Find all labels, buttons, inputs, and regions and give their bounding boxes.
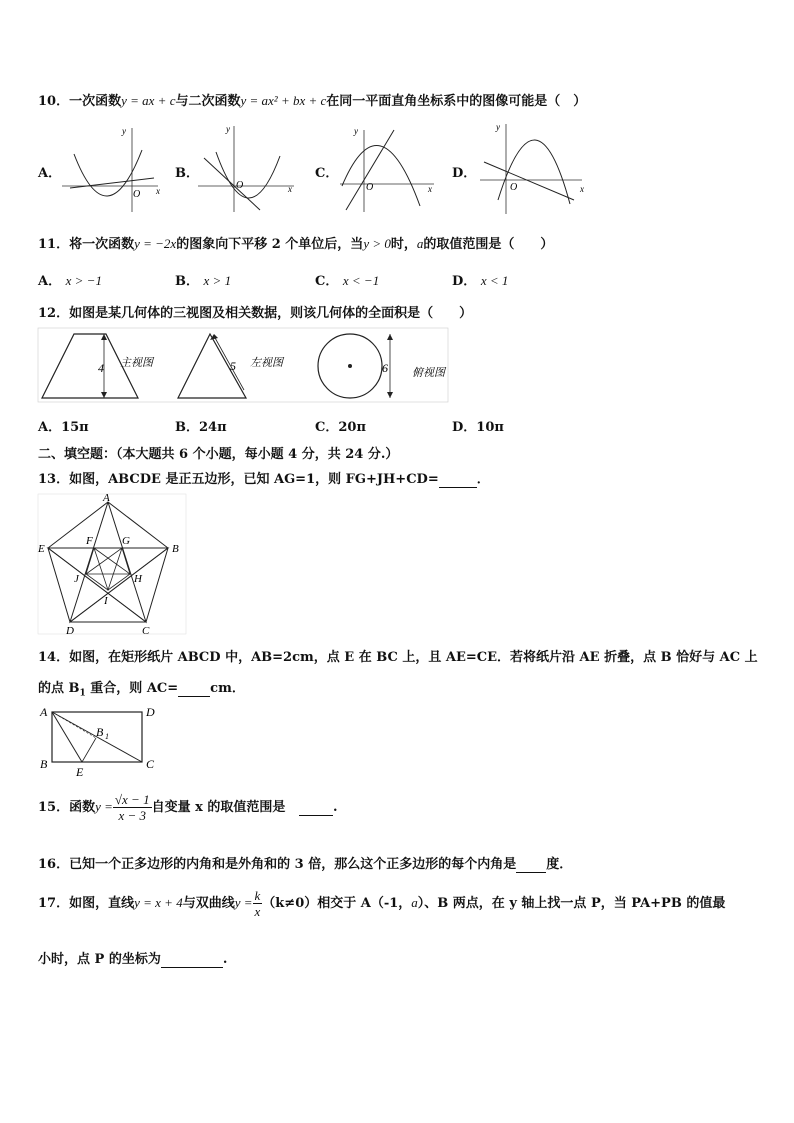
q15-text-2: 自变量 x 的取值范围是 [151, 800, 286, 815]
origin-label: O [510, 182, 518, 193]
q12-option-c[interactable] [315, 416, 366, 435]
q17-text-3: （k≠0）相交于 A（-1， [262, 896, 412, 911]
q11-formula-line: y = −2x [134, 236, 177, 251]
q11-option-d[interactable] [452, 270, 508, 289]
q14-rectangle-figure [38, 704, 168, 782]
q14-subscript: 1 [79, 688, 86, 699]
q15-answer-blank[interactable] [299, 800, 333, 816]
point-f-label: F [86, 535, 93, 547]
q12-option-d[interactable] [452, 416, 504, 435]
q10-number: 10． [38, 94, 70, 109]
axis-x-label: x [428, 184, 432, 194]
q17-end: . [222, 952, 228, 967]
q17-text-2: 与双曲线 [182, 896, 235, 911]
option-value: x < −1 [342, 273, 380, 288]
q17-text-5: 小时，点 P 的坐标为 [38, 952, 161, 967]
q16-number: 16． [38, 857, 70, 872]
option-value: x > −1 [65, 273, 102, 288]
q13-pentagon-figure [38, 494, 188, 636]
q10-stem [38, 90, 586, 109]
q11-option-c[interactable] [315, 270, 379, 289]
option-label: C． [315, 420, 339, 435]
q17-text-4: ）、B 两点，在 y 轴上找一点 P，当 PA+PB 的值最 [417, 896, 726, 911]
point-b-label: B [172, 543, 179, 555]
q12-number: 12． [38, 306, 70, 321]
q10-option-a-label[interactable]: A． [38, 166, 62, 181]
q17-denominator: x [254, 904, 261, 919]
q10-graph-d [478, 118, 588, 218]
point-j-label: J [74, 573, 79, 585]
point-e-label: E [38, 543, 45, 555]
q11-text-3: 时， [390, 237, 417, 252]
option-label: D． [452, 274, 477, 289]
q13-number: 13． [38, 472, 70, 487]
option-value: 15π [61, 420, 89, 435]
axis-x-label: x [156, 186, 160, 196]
option-label: B． [175, 420, 199, 435]
q10-option-b-label[interactable]: B． [175, 166, 199, 181]
q14-number: 14． [38, 650, 70, 665]
q13-text: 如图，ABCDE 是正五边形，已知 AG=1，则 FG+JH+CD= [69, 472, 439, 487]
option-value: x > 1 [203, 273, 232, 288]
q11-variable: a [416, 236, 424, 251]
front-view-label: 主视图 [120, 356, 153, 369]
point-h-label: H [134, 573, 142, 585]
axis-y-label: y [496, 122, 500, 132]
q12-text: 如图是某几何体的三视图及相关数据，则该几何体的全面积是（ ） [69, 306, 473, 321]
q14-text-2a: 的点 B [38, 681, 80, 696]
q13-answer-blank[interactable] [439, 472, 477, 488]
q12-option-a[interactable] [38, 416, 89, 435]
point-d-label: D [66, 625, 74, 637]
q11-text-2: 的图象向下平移 2 个单位后，当 [176, 237, 364, 252]
option-label: C． [315, 274, 339, 289]
q17-stem [38, 888, 725, 919]
q17-text-1: 如图，直线 [69, 896, 135, 911]
option-label: B． [175, 274, 199, 289]
q14-answer-blank[interactable] [178, 681, 210, 697]
q15-fraction [113, 792, 152, 823]
axis-y-label: y [354, 126, 358, 136]
q15-end: . [332, 800, 338, 815]
q12-option-b[interactable] [175, 416, 227, 435]
axis-x-label: x [288, 184, 292, 194]
q15-denominator: x − 3 [118, 808, 147, 823]
q15-number: 15． [38, 800, 70, 815]
top-view-dimension: 6 [382, 361, 388, 375]
q10-option-d-label[interactable]: D． [452, 166, 477, 181]
q15-y: y = [95, 799, 113, 814]
q16-stem [38, 853, 572, 873]
q14-point-d-label: D [146, 705, 155, 719]
q10-text-3: 在同一平面直角坐标系中的图像可能是（ ） [326, 94, 587, 109]
front-view-dimension: 4 [98, 361, 104, 375]
axis-y-label: y [122, 126, 126, 136]
q14-point-c-label: C [146, 757, 155, 771]
point-a-label: A [103, 492, 110, 504]
q11-text-4: 的取值范围是（ ） [423, 237, 554, 252]
q10-graph-c [340, 122, 440, 214]
q10-option-c-label[interactable]: C． [315, 166, 339, 181]
q15-text-1: 函数 [69, 800, 96, 815]
q17-formula-line: y = x + 4 [134, 895, 183, 910]
q13-stem [38, 468, 490, 488]
q14-point-a-label: A [40, 705, 48, 719]
side-view-label: 左视图 [250, 356, 283, 369]
q10-text-1: 一次函数 [69, 94, 122, 109]
point-c-label: C [142, 625, 150, 637]
q14-point-b1-subscript: 1 [105, 732, 109, 741]
q12-three-view-figure [38, 328, 450, 404]
q10-graph-a [62, 122, 162, 214]
option-value: 24π [199, 420, 227, 435]
option-label: A． [38, 420, 62, 435]
option-label: D． [452, 420, 477, 435]
q15-stem [38, 792, 338, 823]
q14-point-b1-label: B [96, 725, 104, 739]
q14-text-2b: 重合，则 AC= [85, 681, 179, 696]
section-heading-fill-in: 二、填空题：（本大题共 6 个小题，每小题 4 分，共 24 分.） [38, 447, 399, 462]
q17-line-2 [38, 948, 227, 968]
q11-option-b[interactable] [175, 270, 231, 289]
q14-text-1: 如图，在矩形纸片 ABCD 中，AB=2cm，点 E 在 BC 上，且 AE=CE．若将纸片沿 AE 折叠，点 B 恰好与 AC 上 [69, 650, 758, 665]
q10-formula-quadratic: y = ax² + bx + c [240, 93, 327, 108]
point-i-label: I [104, 595, 108, 607]
origin-label: O [366, 182, 374, 193]
q14-point-e-label: E [76, 765, 84, 779]
q11-text-1: 将一次函数 [69, 237, 135, 252]
origin-label: O [133, 189, 141, 200]
q11-number: 11． [38, 237, 70, 252]
q16-text: 已知一个正多边形的内角和是外角和的 3 倍，那么这个正多边形的每个内角是 [69, 857, 517, 872]
q17-fraction [253, 888, 263, 919]
axis-y-label: y [226, 124, 230, 134]
q11-condition: y > 0 [363, 236, 391, 251]
point-g-label: G [122, 535, 130, 547]
q11-stem [38, 233, 553, 252]
q15-numerator: √x − 1 [114, 792, 150, 807]
q17-answer-blank[interactable] [161, 952, 223, 968]
q14-line-2 [38, 677, 245, 699]
top-view-label: 俯视图 [412, 366, 445, 379]
axis-x-label: x [580, 184, 584, 194]
q14-line-1 [38, 646, 758, 665]
q13-end: ． [476, 472, 490, 487]
origin-label: O [236, 180, 244, 191]
q17-number: 17． [38, 896, 70, 911]
q10-graph-b [198, 122, 298, 214]
q17-variable: a [411, 895, 418, 910]
q14-text-2c: cm． [210, 681, 245, 696]
option-label: A． [38, 274, 62, 289]
q14-point-b-label: B [40, 757, 48, 771]
q12-stem [38, 302, 472, 321]
q16-end: 度． [546, 857, 573, 872]
q10-formula-linear: y = ax + c [121, 93, 176, 108]
side-view-dimension: 5 [230, 359, 236, 373]
q16-answer-blank[interactable] [516, 857, 546, 873]
q17-y: y = [234, 895, 253, 910]
option-value: x < 1 [480, 273, 509, 288]
q11-option-a[interactable] [38, 270, 102, 289]
option-value: 20π [338, 420, 366, 435]
option-value: 10π [476, 420, 504, 435]
q17-numerator: k [254, 888, 261, 903]
q10-text-2: 与二次函数 [175, 94, 241, 109]
